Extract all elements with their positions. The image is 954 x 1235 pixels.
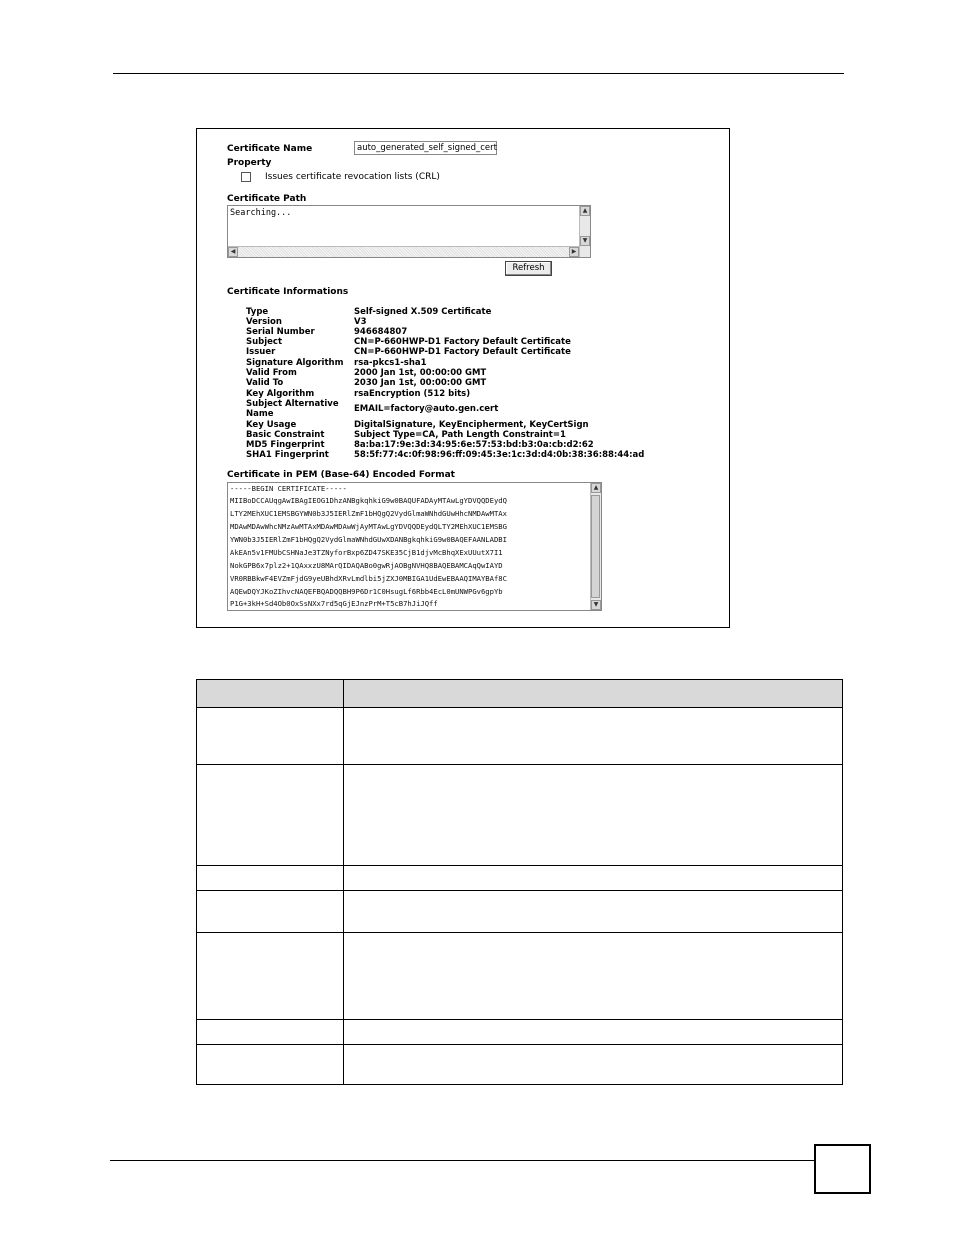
info-label-subject-alternative-name: Name [246,409,274,419]
certificate-path-textarea[interactable] [227,205,591,258]
info-label-type: Type [246,307,269,317]
info-value-md5: 8a:ba:17:9e:3d:34:95:6e:57:53:bd:b3:0a:cb:d2:62 [354,440,594,450]
pem-line: MIIBoDCCAUqgAwIBAgIEOG1DhzANBgkqhkiG9w0BAQUFADAyMTAwLgYDVQQDEydQ [230,496,507,505]
pem-format-label: Certificate in PEM (Base-64) Encoded Format [227,470,455,480]
info-label-subject-alternative: Subject Alternative [246,399,339,409]
header-rule [113,73,844,74]
page-number-box [814,1144,871,1194]
info-value-type: Self-signed X.509 Certificate [354,307,492,317]
certificate-informations-label: Certificate Informations [227,287,349,297]
table-row-divider [197,890,842,891]
field-description-table [196,679,843,1085]
certificate-name-input[interactable]: auto_generated_self_signed_cert [354,141,497,155]
info-value-valid-to: 2030 Jan 1st, 00:00:00 GMT [354,378,487,388]
pem-scroll-thumb[interactable] [591,495,600,598]
scroll-up-icon[interactable]: ▲ [580,206,590,216]
certificate-name-label: Certificate Name [227,144,313,154]
info-value-subject-alternative-name: EMAIL=factory@auto.gen.cert [354,404,499,414]
info-value-sha1: 58:5f:77:4c:0f:98:96:ff:09:45:3e:1c:3d:d4:0b:38:36:88:44:ad [354,450,645,460]
info-label-key-algorithm: Key Algorithm [246,389,315,399]
info-value-subject: CN=P-660HWP-D1 Factory Default Certificate [354,337,571,347]
table-column-divider [343,680,344,1084]
info-label-key-usage: Key Usage [246,420,297,430]
info-value-issuer: CN=P-660HWP-D1 Factory Default Certificate [354,347,571,357]
info-label-md5: MD5 Fingerprint [246,440,325,450]
pem-vertical-scrollbar[interactable] [590,483,601,610]
certificate-path-label: Certificate Path [227,194,307,204]
info-label-valid-to: Valid To [246,378,284,388]
pem-line: MDAwMDAwWhcNMzAwMTAxMDAwMDAwWjAyMTAwLgYDVQQDEydQLTY2MEhXUC1EMSBG [230,522,507,531]
pem-textarea[interactable] [227,482,602,611]
info-value-valid-from: 2000 Jan 1st, 00:00:00 GMT [354,368,487,378]
info-value-serial: 946684807 [354,327,408,337]
crl-checkbox[interactable] [241,172,251,182]
table-header [197,680,842,708]
pem-line: AQEwDQYJKoZIhvcNAQEFBQADQQBH9P6Dr1C0HsugLf6Rbb4EcL0mUNWPGv6gpYb [230,587,503,596]
refresh-button[interactable]: Refresh [505,261,552,276]
info-value-version: V3 [354,317,367,327]
info-value-signature-algorithm: rsa-pkcs1-sha1 [354,358,427,368]
table-row-divider [197,865,842,866]
info-label-sha1: SHA1 Fingerprint [246,450,329,460]
info-value-key-usage: DigitalSignature, KeyEncipherment, KeyCertSign [354,420,589,430]
info-label-basic-constraint: Basic Constraint [246,430,325,440]
info-label-valid-from: Valid From [246,368,297,378]
pem-line: LTY2MEhXUC1EMSBGYWN0b3J5IERlZmF1bHQgQ2VydGlmaWNhdGUwHhcNMDAwMTAx [230,509,507,518]
pem-scroll-up-icon[interactable]: ▲ [591,483,601,493]
info-value-key-algorithm: rsaEncryption (512 bits) [354,389,471,399]
pem-line: YWN0b3J5IERlZmF1bHQgQ2VydGlmaWNhdGUwXDANBgkqhkiG9w0BAQEFAANLADBI [230,535,507,544]
table-row-divider [197,932,842,933]
certificate-path-text: Searching... [230,208,292,218]
footer-rule [110,1160,815,1161]
property-label: Property [227,158,272,168]
path-horizontal-scrollbar[interactable] [228,246,579,257]
pem-line: VR0RBBkwF4EVZmFjdG9yeUBhdXRvLmdlbi5jZXJ0MBIGA1UdEwEBAAQIMAYBAf8C [230,574,507,583]
pem-scroll-down-icon[interactable]: ▼ [591,600,601,610]
info-label-serial: Serial Number [246,327,315,337]
path-vertical-scrollbar[interactable] [579,206,590,257]
info-label-subject: Subject [246,337,283,347]
pem-line: -----BEGIN CERTIFICATE----- [230,484,347,493]
info-value-basic-constraint: Subject Type=CA, Path Length Constraint=1 [354,430,566,440]
info-label-signature-algorithm: Signature Algorithm [246,358,344,368]
crl-label: Issues certificate revocation lists (CRL) [265,172,440,182]
pem-line: AkEAn5v1FMUbCSHNaJe3TZNyforBxp6ZD47SKE35CjB1djvMcBhqXExUUutX7I1 [230,548,503,557]
table-row-divider [197,764,842,765]
certificate-detail-screenshot [196,128,730,628]
info-label-issuer: Issuer [246,347,276,357]
scroll-right-icon[interactable]: ▶ [569,247,579,257]
pem-line: P1G+3kH+Sd4Ob0OxSsNXx7rd5qGjEJnzPrM+T5cB7hJiJQff [230,599,438,608]
scroll-left-icon[interactable]: ◀ [228,247,238,257]
table-row-divider [197,1019,842,1020]
info-label-version: Version [246,317,282,327]
pem-line: NokGPB6x7plz2+1QAxxzU8MArQIDAQABo0gwRjAOBgNVHQ8BAQEBAMCAqQwIAYD [230,561,503,570]
scroll-down-icon[interactable]: ▼ [580,236,590,246]
table-row-divider [197,1044,842,1045]
